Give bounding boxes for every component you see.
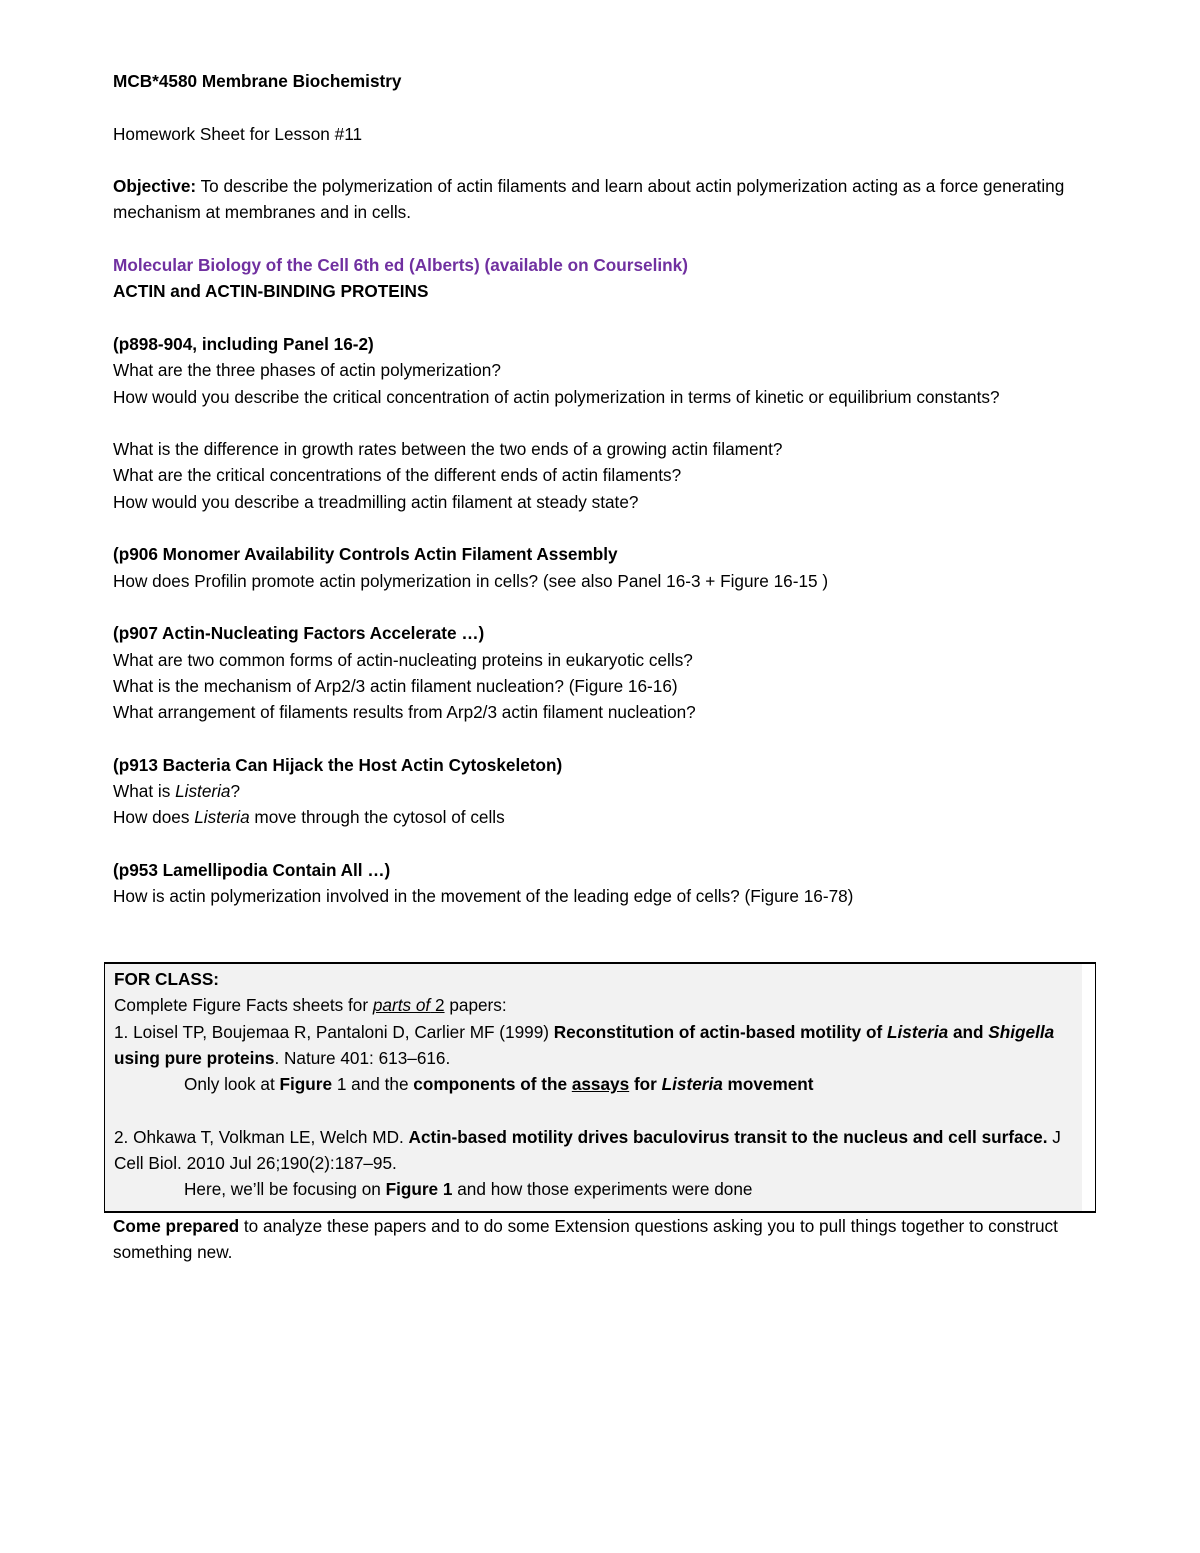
paper-title: Reconstitution of actin-based motility of bbox=[553, 1021, 888, 1042]
paper-title: and bbox=[948, 1021, 989, 1042]
paper-1-reference bbox=[114, 1019, 1082, 1072]
paper-2-reference bbox=[114, 1124, 1082, 1177]
note-bold: Figure bbox=[279, 1074, 333, 1095]
objective-label: Objective: bbox=[113, 176, 197, 197]
paper-2-note bbox=[114, 1176, 1082, 1202]
note-text: and how those experiments were done bbox=[452, 1179, 753, 1200]
note-bold: components of the bbox=[413, 1074, 572, 1095]
course-title: MCB*4580 Membrane Biochemistry bbox=[113, 71, 402, 91]
for-class-box bbox=[104, 962, 1096, 1213]
question: What is the mechanism of Arp2/3 actin filament nucleation? (Figure 16-16) bbox=[113, 675, 678, 696]
intro-emphasis: parts of bbox=[372, 995, 431, 1016]
question: How would you describe the critical concentration of actin polymerization in terms of kinetic or equilibrium constants? bbox=[113, 386, 1000, 407]
question bbox=[113, 804, 1093, 830]
question: What are two common forms of actin-nucleating proteins in eukaryotic cells? bbox=[113, 649, 693, 670]
question bbox=[113, 778, 1093, 804]
question-text: ? bbox=[230, 781, 241, 802]
paper-title-organism: Listeria bbox=[887, 1021, 949, 1042]
note-text: 1 and the bbox=[332, 1074, 414, 1095]
question: How does Profilin promote actin polymerization in cells? (see also Panel 16-3 + Figure 16-15 ) bbox=[113, 570, 829, 591]
question-text: How does bbox=[113, 807, 195, 828]
note-underlined: assays bbox=[571, 1074, 630, 1095]
intro-count: 2 bbox=[434, 995, 445, 1016]
paper-1-note bbox=[114, 1071, 1082, 1097]
note-bold: for bbox=[629, 1074, 662, 1095]
for-class-intro bbox=[114, 992, 1082, 1018]
section-heading: (p906 Monomer Availability Controls Actin Filament Assembly bbox=[113, 544, 618, 565]
question: What are the three phases of actin polymerization? bbox=[113, 360, 501, 381]
for-class-label: FOR CLASS: bbox=[114, 969, 220, 990]
paper-title: using pure proteins bbox=[114, 1047, 275, 1068]
paper-authors: 2. Ohkawa T, Volkman LE, Welch MD. bbox=[114, 1126, 409, 1147]
closing-note bbox=[113, 1213, 1093, 1266]
note-bold: movement bbox=[722, 1074, 814, 1095]
organism-name: Listeria bbox=[175, 781, 231, 802]
section-heading: (p898-904, including Panel 16-2) bbox=[113, 333, 374, 354]
closing-text: to analyze these papers and to do some Extension questions asking you to pull things together to construct something new. bbox=[113, 1215, 1058, 1263]
closing-bold: Come prepared bbox=[113, 1215, 240, 1236]
section-heading: (p907 Actin-Nucleating Factors Accelerate …) bbox=[113, 623, 485, 644]
objective bbox=[113, 173, 1093, 226]
question-text: move through the cytosol of cells bbox=[249, 807, 505, 828]
note-text: Only look at bbox=[184, 1074, 280, 1095]
note-text: Here, we’ll be focusing on bbox=[184, 1179, 386, 1200]
note-bold: Figure bbox=[385, 1179, 439, 1200]
question: What is the difference in growth rates between the two ends of a growing actin filament? bbox=[113, 439, 783, 460]
question: What arrangement of filaments results from Arp2/3 actin filament nucleation? bbox=[113, 702, 696, 723]
paper-citation: J Cell Biol. 2010 Jul 26;190(2):187–95. bbox=[114, 1126, 1061, 1174]
section-heading: (p953 Lamellipodia Contain All …) bbox=[113, 859, 391, 880]
paper-citation: . Nature 401: 613–616. bbox=[274, 1047, 451, 1068]
sheet-title: Homework Sheet for Lesson #11 bbox=[113, 123, 363, 144]
note-bold: 1 bbox=[438, 1179, 453, 1200]
organism-name: Listeria bbox=[194, 807, 250, 828]
section-heading: (p913 Bacteria Can Hijack the Host Actin Cytoskeleton) bbox=[113, 754, 563, 775]
paper-title: Actin-based motility drives baculovirus transit to the nucleus and cell surface. bbox=[408, 1126, 1048, 1147]
book-title: Molecular Biology of the Cell 6th ed (Alberts) (available on Courselink) bbox=[113, 255, 688, 276]
paper-authors: 1. Loisel TP, Boujemaa R, Pantaloni D, Carlier MF (1999) bbox=[114, 1021, 554, 1042]
intro-text: papers: bbox=[444, 995, 507, 1016]
note-organism: Listeria bbox=[661, 1074, 723, 1095]
intro-text: Complete Figure Facts sheets for bbox=[114, 995, 373, 1016]
document-page bbox=[113, 68, 1093, 1265]
question-text: What is bbox=[113, 781, 176, 802]
question: What are the critical concentrations of the different ends of actin filaments? bbox=[113, 465, 682, 486]
question: How is actin polymerization involved in the movement of the leading edge of cells? (Figure 16-78) bbox=[113, 886, 854, 907]
paper-title-organism: Shigella bbox=[988, 1021, 1055, 1042]
objective-text: To describe the polymerization of actin filaments and learn about actin polymerization acting as a force generating mechanism at membranes and in cells. bbox=[113, 176, 1065, 223]
chapter-title: ACTIN and ACTIN-BINDING PROTEINS bbox=[113, 281, 429, 302]
question: How would you describe a treadmilling actin filament at steady state? bbox=[113, 491, 639, 512]
